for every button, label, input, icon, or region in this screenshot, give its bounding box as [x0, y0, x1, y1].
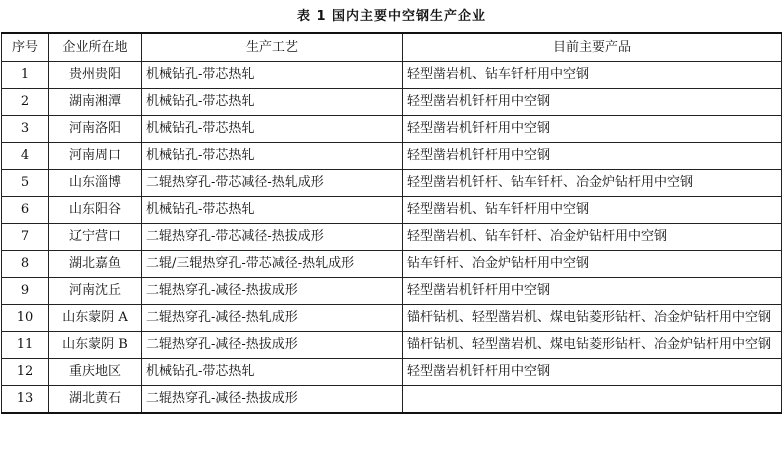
cell-products: 轻型凿岩机钎杆用中空钢 — [403, 89, 782, 116]
cell-products: 轻型凿岩机、钻车钎杆用中空钢 — [403, 197, 782, 224]
table-row — [2, 116, 782, 143]
header-products: 目前主要产品 — [403, 33, 782, 62]
cell-products: 轻型凿岩机钎杆用中空钢 — [403, 359, 782, 386]
cell-no: 3 — [2, 116, 49, 143]
cell-no: 12 — [2, 359, 49, 386]
header-process: 生产工艺 — [142, 33, 403, 62]
cell-process: 二辊热穿孔-减径-热拔成形 — [142, 386, 403, 414]
table-row — [2, 62, 782, 89]
table-row — [2, 251, 782, 278]
table-row — [2, 197, 782, 224]
cell-location: 河南周口 — [49, 143, 142, 170]
cell-location: 山东淄博 — [49, 170, 142, 197]
cell-no: 7 — [2, 224, 49, 251]
table-row — [2, 278, 782, 305]
cell-products: 钻车钎杆、冶金炉钻杆用中空钢 — [403, 251, 782, 278]
cell-products: 锚杆钻机、轻型凿岩机、煤电钻菱形钻杆、冶金炉钻杆用中空钢 — [403, 305, 782, 332]
cell-location: 河南沈丘 — [49, 278, 142, 305]
cell-process: 机械钻孔-带芯热轧 — [142, 359, 403, 386]
cell-process: 机械钻孔-带芯热轧 — [142, 62, 403, 89]
cell-no: 13 — [2, 386, 49, 414]
cell-products — [403, 386, 782, 414]
cell-location: 湖北嘉鱼 — [49, 251, 142, 278]
header-no: 序号 — [2, 33, 49, 62]
header-row — [2, 33, 782, 62]
header-location: 企业所在地 — [49, 33, 142, 62]
cell-products: 锚杆钻机、轻型凿岩机、煤电钻菱形钻杆、冶金炉钻杆用中空钢 — [403, 332, 782, 359]
cell-location: 山东阳谷 — [49, 197, 142, 224]
cell-no: 1 — [2, 62, 49, 89]
cell-products: 轻型凿岩机钎杆用中空钢 — [403, 116, 782, 143]
table-row — [2, 143, 782, 170]
table-row — [2, 359, 782, 386]
table-row — [2, 332, 782, 359]
cell-no: 8 — [2, 251, 49, 278]
cell-no: 4 — [2, 143, 49, 170]
cell-process: 二辊热穿孔-带芯减径-热轧成形 — [142, 170, 403, 197]
cell-no: 11 — [2, 332, 49, 359]
table-row — [2, 89, 782, 116]
table-caption: 表 1 国内主要中空钢生产企业 — [296, 9, 487, 24]
cell-products: 轻型凿岩机钎杆用中空钢 — [403, 278, 782, 305]
table-row — [2, 386, 782, 414]
cell-process: 二辊热穿孔-减径-热轧成形 — [142, 305, 403, 332]
cell-process: 二辊/三辊热穿孔-带芯减径-热轧成形 — [142, 251, 403, 278]
cell-location: 重庆地区 — [49, 359, 142, 386]
cell-location: 湖南湘潭 — [49, 89, 142, 116]
cell-no: 6 — [2, 197, 49, 224]
cell-products: 轻型凿岩机、钻车钎杆、冶金炉钻杆用中空钢 — [403, 224, 782, 251]
cell-products: 轻型凿岩机钎杆用中空钢 — [403, 143, 782, 170]
cell-process: 二辊热穿孔-带芯减径-热拔成形 — [142, 224, 403, 251]
cell-no: 9 — [2, 278, 49, 305]
cell-process: 二辊热穿孔-减径-热拔成形 — [142, 332, 403, 359]
table-body — [2, 62, 782, 414]
cell-process: 机械钻孔-带芯热轧 — [142, 89, 403, 116]
table-row — [2, 224, 782, 251]
cell-location: 湖北黄石 — [49, 386, 142, 414]
enterprise-table — [1, 32, 782, 414]
cell-location: 辽宁营口 — [49, 224, 142, 251]
cell-no: 5 — [2, 170, 49, 197]
table-row — [2, 305, 782, 332]
cell-process: 机械钻孔-带芯热轧 — [142, 143, 403, 170]
table-row — [2, 170, 782, 197]
cell-process: 二辊热穿孔-减径-热拔成形 — [142, 278, 403, 305]
cell-no: 10 — [2, 305, 49, 332]
cell-products: 轻型凿岩机、钻车钎杆用中空钢 — [403, 62, 782, 89]
cell-location: 山东蒙阴 A — [49, 305, 142, 332]
cell-process: 机械钻孔-带芯热轧 — [142, 197, 403, 224]
cell-location: 贵州贵阳 — [49, 62, 142, 89]
cell-no: 2 — [2, 89, 49, 116]
cell-process: 机械钻孔-带芯热轧 — [142, 116, 403, 143]
cell-location: 河南洛阳 — [49, 116, 142, 143]
cell-location: 山东蒙阴 B — [49, 332, 142, 359]
cell-products: 轻型凿岩机钎杆、钻车钎杆、冶金炉钻杆用中空钢 — [403, 170, 782, 197]
